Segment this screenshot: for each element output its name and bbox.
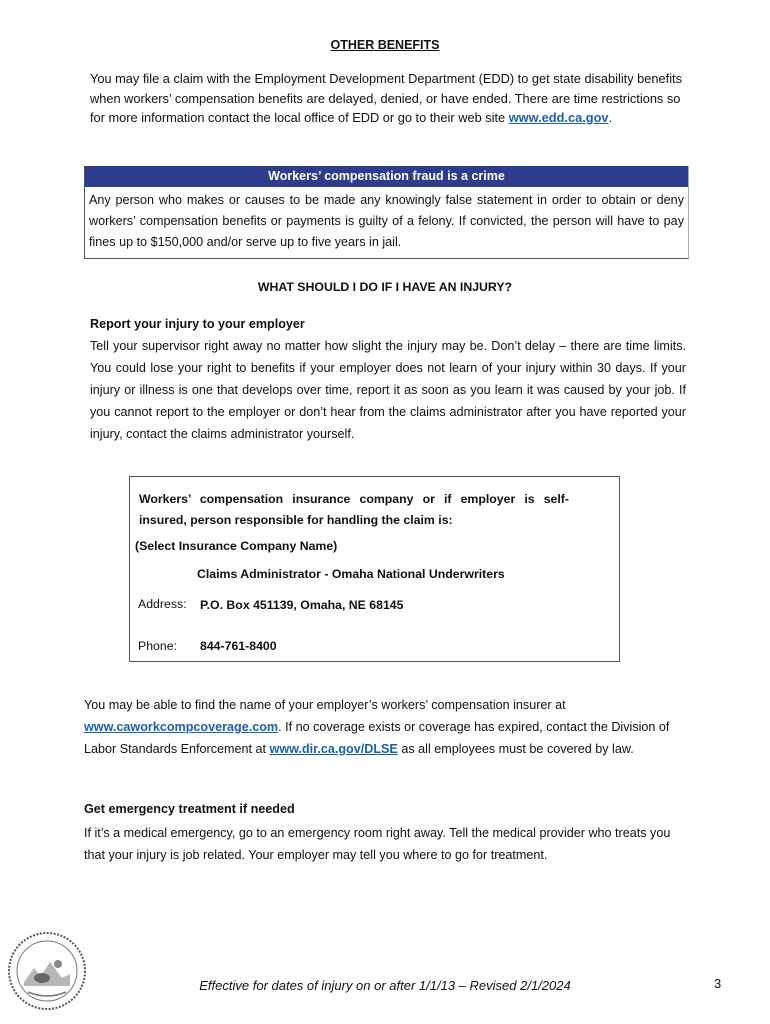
insurer-text-2: . If no coverage exists or coverage has expired, contact the Division of Labor Standards Enforcement at — [84, 720, 670, 756]
claims-administrator-name: Claims Administrator - Omaha National Underwriters — [197, 567, 505, 581]
emergency-body: If it’s a medical emergency, go to an emergency room right away. Tell the medical provider who treats you that your injury is job related. Your employer may tell you where to go for treatment. — [84, 826, 671, 862]
footer-effective-date: Effective for dates of injury on or after 1/1/13 – Revised 2/1/2024 — [199, 978, 571, 993]
other-benefits-paragraph — [90, 69, 686, 128]
insurance-company-select-label: (Select Insurance Company Name) — [135, 539, 338, 553]
fraud-notice-box — [84, 166, 689, 259]
claims-administrator-box — [129, 476, 620, 662]
other-benefits-period: . — [608, 110, 613, 125]
emergency-title: Get emergency treatment if needed — [84, 802, 295, 816]
report-injury-title: Report your injury to your employer — [90, 317, 305, 331]
page-number: 3 — [714, 976, 722, 991]
insurer-text-3: as all employees must be covered by law. — [397, 742, 634, 756]
claims-box-intro: Workers’ compensation insurance company or if employer is self-insured, person responsible for handling the claim is: — [139, 492, 569, 527]
caworkcompcoverage-link[interactable]: www.caworkcompcoverage.com — [84, 720, 279, 734]
phone-label: Phone: — [138, 639, 177, 653]
other-benefits-heading: OTHER BENEFITS — [330, 38, 440, 52]
insurer-text-1: You may be able to find the name of your employer’s workers’ compensation insurer at — [84, 698, 566, 712]
phone-value: 844-761-8400 — [200, 639, 277, 653]
other-benefits-text: You may file a claim with the Employment Development Department (EDD) to get state disability benefits when workers’ compensation benefits are delayed, denied, or have ended. There are time restrictions so for more information contact the local office of EDD or go to their web site — [90, 71, 683, 125]
dir-dlse-link[interactable]: www.dir.ca.gov/DLSE — [269, 742, 398, 756]
injury-heading: WHAT SHOULD I DO IF I HAVE AN INJURY? — [257, 280, 513, 294]
fraud-notice-header: Workers’ compensation fraud is a crime — [85, 166, 688, 187]
state-seal-icon — [6, 930, 88, 1012]
address-label: Address: — [138, 597, 187, 611]
report-injury-body: Tell your supervisor right away no matter how slight the injury may be. Don’t delay – there are time limits. You could lose your right to benefits if your employer does not learn of your injury within 30 days. If your injury or illness is one that develops over time, report it as soon as you learn it was caused by your job. If you cannot report to the employer or don’t hear from the claims administrator after you have reported your injury, contact the claims administrator yourself. — [90, 339, 686, 441]
emergency-section — [84, 800, 684, 819]
insurer-paragraph — [84, 694, 684, 760]
fraud-notice-body: Any person who makes or causes to be made any knowingly false statement in order to obtain or deny workers’ compensation benefits or payments is guilty of a felony. If convicted, the person will have to pay fines up to $150,000 and/or serve up to five years in jail. — [89, 193, 684, 249]
edd-link[interactable]: www.edd.ca.gov — [508, 110, 609, 125]
report-injury-section — [90, 315, 686, 334]
address-value: P.O. Box 451139, Omaha, NE 68145 — [200, 598, 404, 612]
